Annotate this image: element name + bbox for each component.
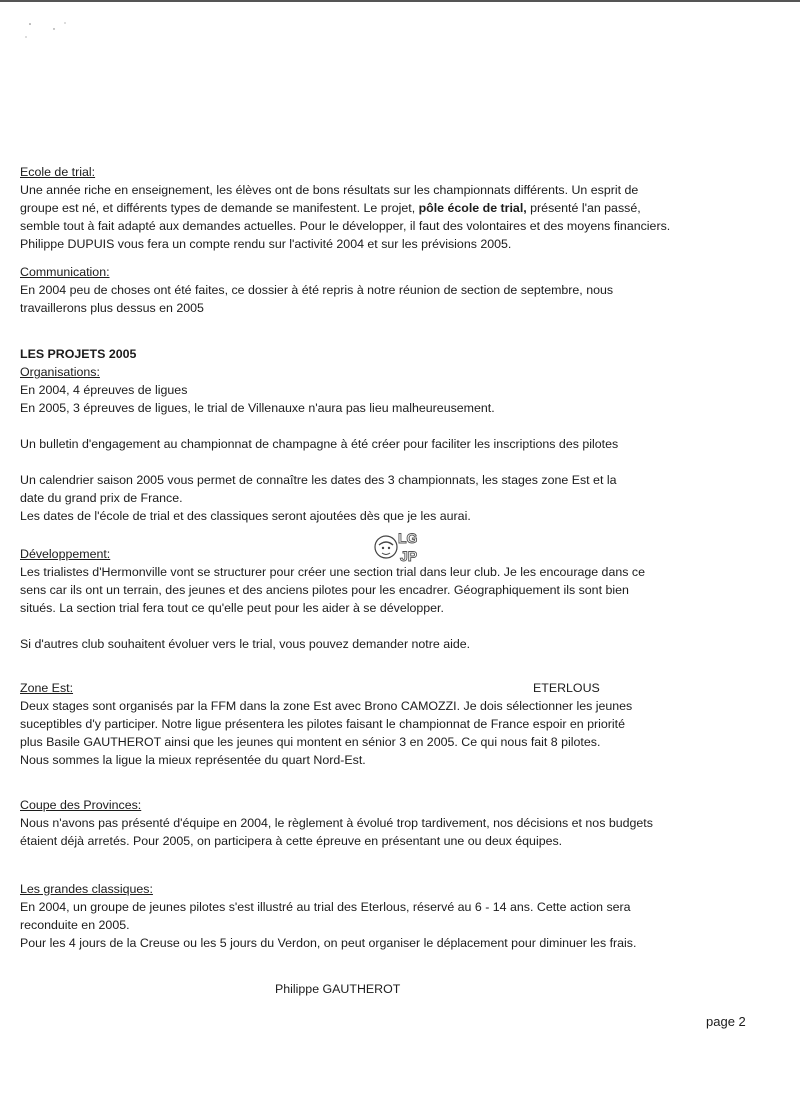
paragraph-line: Les trialistes d'Hermonville vont se structurer pour créer une section trial dans leur club. Je les encourage dans ce xyxy=(20,565,645,579)
paragraph-line: Nous n'avons pas présenté d'équipe en 2004, le règlement à évolué trop tardivement, nos décisions et nos budgets xyxy=(20,816,653,830)
eterlous-label: ETERLOUS xyxy=(533,681,600,695)
paragraph-line: Les dates de l'école de trial et des classiques seront ajoutées dès que je les aurai. xyxy=(20,509,471,523)
section-classiques xyxy=(20,880,760,952)
paragraph-line: étaient déjà arretés. Pour 2005, on participera à cette épreuve en présentant une ou deux équipes. xyxy=(20,834,563,848)
scan-specks xyxy=(24,20,74,40)
logo-letters-bottom: JP xyxy=(400,548,418,564)
heading-developpement: Développement: xyxy=(20,547,111,561)
paragraph-line: Nous sommes la ligue la mieux représentée du quart Nord-Est. xyxy=(20,753,366,767)
paragraph-line: sens car ils ont un terrain, des jeunes et des anciens pilotes pour les encadrer. Géographiquement ils sont bien xyxy=(20,583,629,597)
section-coupe xyxy=(20,796,760,850)
paragraph-line: Un calendrier saison 2005 vous permet de connaître les dates des 3 championnats, les stages zone Est et la xyxy=(20,473,617,487)
paragraph-line: Un bulletin d'engagement au championnat de champagne à été créer pour faciliter les inscriptions des pilotes xyxy=(20,437,619,451)
paragraph-line: groupe est né, et différents types de demande se manifestent. Le projet, pôle école de trial, présenté l'an passé, xyxy=(20,201,641,215)
paragraph-line: En 2004 peu de choses ont été faites, ce dossier à été repris à notre réunion de section de septembre, nous xyxy=(20,283,614,297)
section-zone-est xyxy=(20,679,760,769)
paragraph-line: situés. La section trial fera tout ce qu'elle peut pour les aider à se développer. xyxy=(20,601,444,615)
heading-communication: Communication: xyxy=(20,265,110,279)
paragraph-line: En 2004, un groupe de jeunes pilotes s'est illustré au trial des Eterlous, réservé au 6 - 14 ans. Cette action sera xyxy=(20,900,631,914)
section-projets xyxy=(20,345,760,525)
paragraph-line: Si d'autres club souhaitent évoluer vers le trial, vous pouvez demander notre aide. xyxy=(20,637,471,651)
bold-phrase: pôle école de trial, xyxy=(418,201,527,215)
logo-letters-top: LG xyxy=(398,530,418,546)
paragraph-line: Deux stages sont organisés par la FFM dans la zone Est avec Brono CAMOZZI. Je dois sélectionner les jeunes xyxy=(20,699,633,713)
paragraph-line: plus Basile GAUTHEROT ainsi que les jeunes qui montent en sénior 3 en 2005. Ce qui nous fait 8 pilotes. xyxy=(20,735,601,749)
title-projets: LES PROJETS 2005 xyxy=(20,347,137,361)
paragraph-line: Pour les 4 jours de la Creuse ou les 5 jours du Verdon, on peut organiser le déplacement pour diminuer les frais. xyxy=(20,936,637,950)
paragraph-line: travaillerons plus dessus en 2005 xyxy=(20,301,204,315)
top-border xyxy=(0,0,800,2)
paragraph-line: date du grand prix de France. xyxy=(20,491,183,505)
paragraph-line: En 2005, 3 épreuves de ligues, le trial de Villenauxe n'aura pas lieu malheureusement. xyxy=(20,401,495,415)
paragraph-line: Une année riche en enseignement, les élèves ont de bons résultats sur les championnats différents. Un esprit de xyxy=(20,183,639,197)
heading-classiques: Les grandes classiques: xyxy=(20,882,153,896)
page-number: page 2 xyxy=(706,1014,746,1029)
signature: Philippe GAUTHEROT xyxy=(275,982,401,996)
heading-organisations: Organisations: xyxy=(20,365,100,379)
paragraph-line: En 2004, 4 épreuves de ligues xyxy=(20,383,188,397)
section-ecole xyxy=(20,163,760,253)
paragraph-line: semble tout à fait adapté aux demandes actuelles. Pour le développer, il faut des volontaires et des moyens financiers. xyxy=(20,219,671,233)
paragraph-line: suceptibles d'y participer. Notre ligue présentera les pilotes faisant le championnat de France espoir en priorité xyxy=(20,717,626,731)
section-communication xyxy=(20,263,760,317)
paragraph-line: reconduite en 2005. xyxy=(20,918,130,932)
section-developpement xyxy=(20,545,760,653)
heading-coupe: Coupe des Provinces: xyxy=(20,798,142,812)
paragraph-line: Philippe DUPUIS vous fera un compte rendu sur l'activité 2004 et sur les prévisions 2005. xyxy=(20,237,512,251)
heading-ecole: Ecole de trial: xyxy=(20,165,96,179)
heading-zone-est: Zone Est: xyxy=(20,681,74,695)
